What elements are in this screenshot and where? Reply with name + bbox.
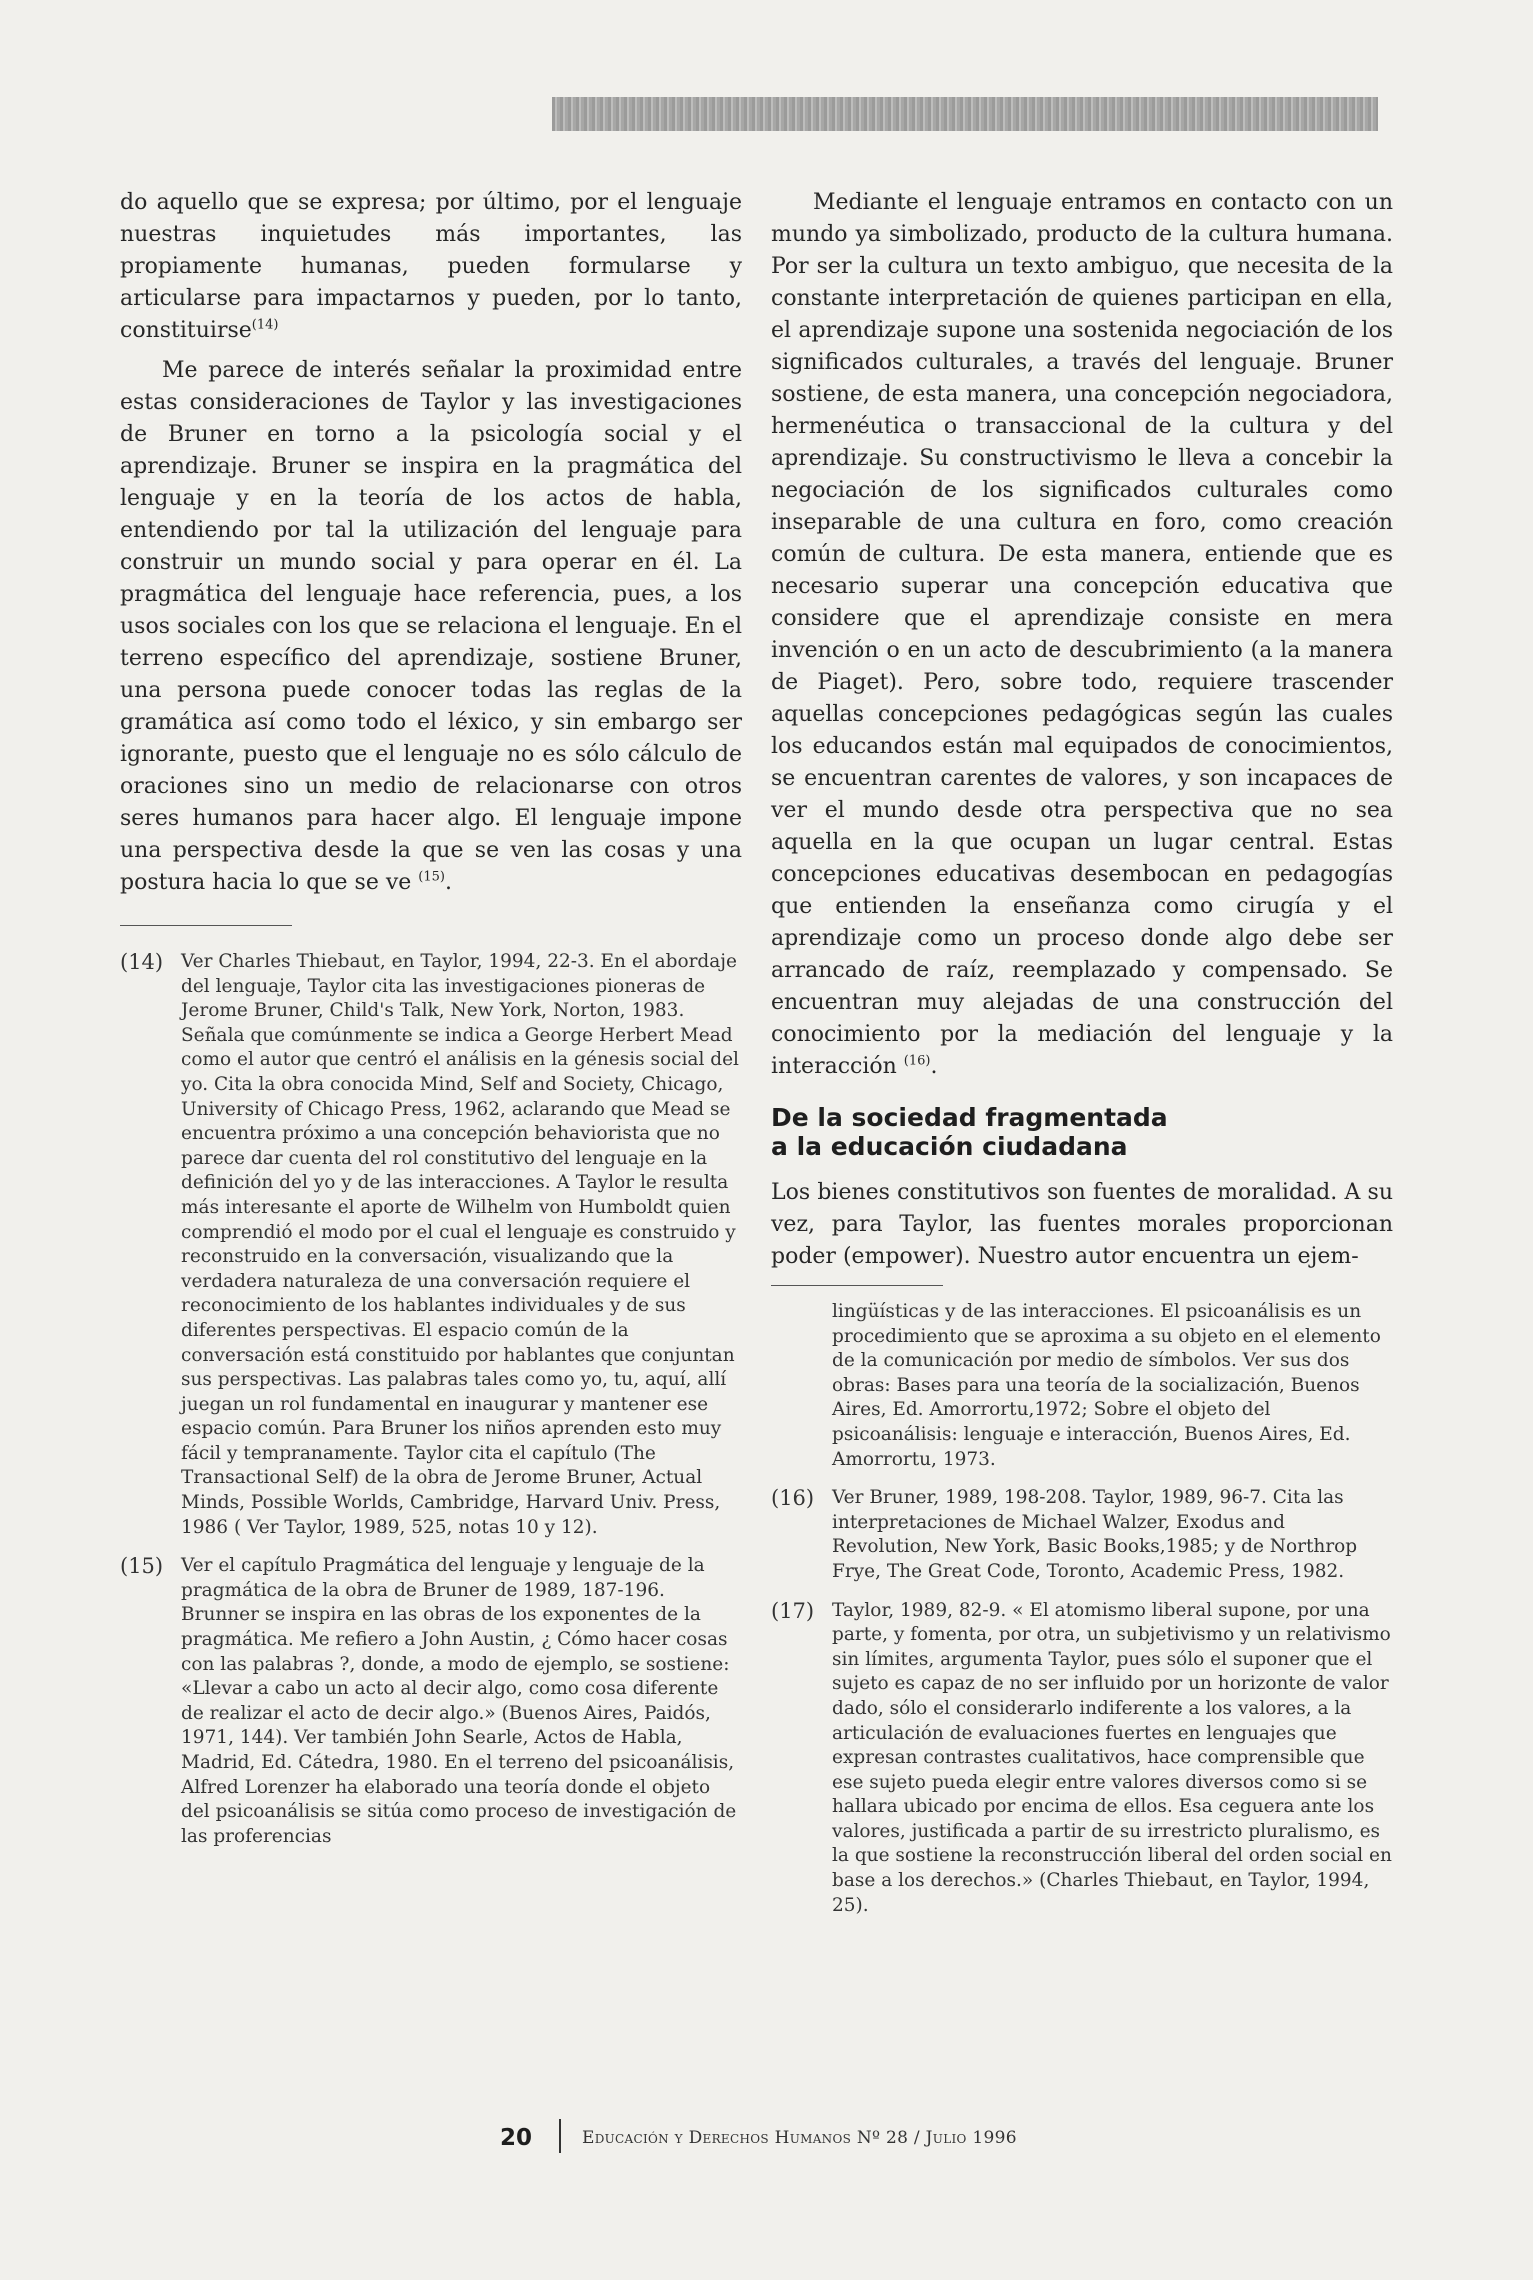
footnote-text: Taylor, 1989, 82-9. « El atomismo liberal supone, por una parte, y fomenta, por otra, un subjetivismo y un relativismo sin límites, argumenta Taylor, pues sólo el suponer que el sujeto es capaz de no ser influido por un horizonte de valor dado, sólo el considerarlo indiferente a los valores, a la articulación de evaluaciones fuertes en lenguajes que expresan contrastes cualitativos, hace comprensible que ese sujeto pueda elegir entre valores diversos como si se hallara ubicado por encima de ellos. Esa ceguera ante los valores, justificada a partir de su irrestricto pluralismo, es la que sostiene la reconstrucción liberal del orden social en base a los derechos.» (Charles Thiebaut, en Taylor, 1994, 25). <box>832 1599 1392 1916</box>
body-paragraph: Mediante el lenguaje entramos en contacto con un mundo ya simbolizado, producto de la cultura humana. Por ser la cultura un texto ambiguo, que necesita de la constante interpretación de quienes participan en ella, el aprendizaje supone una sostenida negociación de los significados culturales, a través del lenguaje. Bruner sostiene, de esta manera, una concepción negociadora, hermenéutica o transaccional de la cultura y del aprendizaje. Su constructivismo le lleva a concebir la negociación de los significados culturales como inseparable de una cultura en foro, como creación común de cultura. De esta manera, entiende que es necesario superar una concepción educativa que considere que el aprendizaje consiste en mera invención o en un acto de descubrimiento (a la manera de Piaget). Pero, sobre todo, requiere trascender aquellas concepciones pedagógicas según las cuales los educandos están mal equipados de conocimientos, se encuentran carentes de valores, y son incapaces de ver el mundo desde otra perspectiva que no sea aquella en la que ocupan un lugar central. Estas concepciones educativas desembocan en pedagogías que entienden la enseñanza como cirugía y el aprendizaje como un proceso donde algo debe ser arrancado de raíz, reemplazado y compensado. Se encuentran muy alejadas de una construcción del conocimiento por la mediación del lenguaje y la interacción $^{(16)}$. <box>771 190 1393 1079</box>
journal-title: Educación y Derechos Humanos Nº 28 / Julio 1996 <box>582 2128 1017 2148</box>
left-column <box>120 187 742 1849</box>
footnote-divider <box>120 925 292 926</box>
footnote-text: Ver Bruner, 1989, 198-208. Taylor, 1989, 96-7. Cita las interpretaciones de Michael Walzer, Exodus and Revolution, New York, Basic Books,1985; y de Northrop Frye, The Great Code, Toronto, Academic Press, 1982. <box>832 1487 1358 1582</box>
footnote-ref-14[interactable]: (14) <box>251 317 279 333</box>
section-heading-line: a la educación ciudadana <box>771 1132 1128 1161</box>
footnote-14 <box>120 950 742 1540</box>
footnote-16 <box>771 1486 1393 1584</box>
footnote-number: (16) <box>771 1486 815 1511</box>
header-decorative-band <box>552 97 1378 131</box>
footnote-number: (15) <box>120 1554 164 1579</box>
footnote-text: Ver el capítulo Pragmática del lenguaje y lenguaje de la pragmática de la obra de Bruner de 1989, 187-196. Brunner se inspira en las obras de los exponentes de la pragmática. Me refiero a John Austin, ¿ Cómo hacer cosas con las palabras ?, donde, a modo de ejemplo, se sostiene: «Llevar a cabo un acto al decir algo, como cosa diferente de realizar el acto de decir algo.» (Buenos Aires, Paidós, 1971, 144). Ver también John Searle, Actos de Habla, Madrid, Ed. Cátedra, 1980. En el terreno del psicoanálisis, Alfred Lorenzer ha elaborado una teoría donde el objeto del psicoanálisis se sitúa como proceso de investigación de las proferencias <box>181 1555 737 1847</box>
right-column <box>771 187 1393 1918</box>
footnote-15 <box>120 1554 742 1849</box>
footnote-text: Ver Charles Thiebaut, en Taylor, 1994, 22-3. En el abordaje del lenguaje, Taylor cita las investigaciones pioneras de Jerome Bruner, Child's Talk, New York, Norton, 1983. Señala que comúnmente se indica a George Herbert Mead como el autor que centró el análisis en la génesis social del yo. Cita la obra conocida Mind, Self and Society, Chicago, University of Chicago Press, 1962, aclarando que Mead se encuentra próximo a una concepción behaviorista que no parece dar cuenta del rol constitutivo del lenguaje en la definición del yo y de las interacciones. A Taylor le resulta más interesante el aporte de Wilhelm von Humboldt quien comprendió el modo por el cual el lenguaje es construido y reconstruido en la conversación, visualizando que la verdadera naturaleza de una conversación requiere el reconocimiento de los hablantes individuales y de sus diferentes perspectivas. El espacio común de la conversación está constituido por hablantes que conjuntan sus perspectivas. Las palabras tales como yo, tu, aquí, allí juegan un rol fundamental en inaugurar y mantener ese espacio común. Para Bruner los niños aprenden esto muy fácil y tempranamente. Taylor cita el capítulo (The Transactional Self) de la obra de Jerome Bruner, Actual Minds, Possible Worlds, Cambridge, Harvard Univ. Press, 1986 ( Ver Taylor, 1989, 525, notas 10 y 12). <box>181 951 739 1538</box>
footnote-number: (14) <box>120 950 164 974</box>
paragraph-text: Me parece de interés señalar la proximidad entre estas consideraciones de Taylor y las investigaciones de Bruner en torno a la psicología social y el aprendizaje. Bruner se inspira en la pragmática del lenguaje y en la teoría de los actos de habla, entendiendo por tal la utilización del lenguaje para construir un mundo social y para operar en él. La pragmática del lenguaje hace referencia, pues, a los usos sociales con los que se relaciona el lenguaje. En el terreno específico del aprendizaje, sostiene Bruner, una persona puede conocer todas las reglas de la gramática así como todo el léxico, y sin embargo ser ignorante, puesto que el lenguaje no es sólo cálculo de oraciones sino un medio de relacionarse con otros seres humanos para hacer algo. El lenguaje impone una perspectiva desde la que se ven las cosas y una postura hacia lo que se ve <box>120 358 742 895</box>
body-paragraph <box>120 187 742 347</box>
footer-divider <box>559 2119 561 2153</box>
page-footer <box>0 2119 1533 2159</box>
section-heading <box>771 1103 1393 1161</box>
footnote-15-continuation: lingüísticas y de las interacciones. El psicoanálisis es un procedimiento que se aproxima a su objeto en el elemento de la comunicación por medio de símbolos. Ver sus dos obras: Bases para una teoría de la socialización, Buenos Aires, Ed. Amorrortu,1972; Sobre el objeto del psicoanálisis: lenguaje e interacción, Buenos Aires, Ed. Amorrortu, 1973. <box>832 1301 1381 1470</box>
body-paragraph: Los bienes constitutivos son fuentes de moralidad. A su vez, para Taylor, las fuentes morales proporcionan poder (empower). Nuestro autor encuentra un ejem- <box>771 1180 1393 1269</box>
footnote-divider <box>771 1285 943 1286</box>
paragraph-text: Mediante el lenguaje entramos en contacto con un mundo ya simbolizado, producto de la cultura humana. Por ser la cultura un texto ambiguo, que necesita de la constante interpretación de quienes participan en ella, el aprendizaje supone una sostenida negociación de los significados culturales, a través del lenguaje. Bruner sostiene, de esta manera, una concepción negociadora, hermenéutica o transaccional de la cultura y del aprendizaje. Su constructivismo le lleva a concebir la negociación de los significados culturales como inseparable de una cultura en foro, como creación común de cultura. De esta manera, entiende que es necesario superar una concepción educativa que considere que el aprendizaje consiste en mera invención o en un acto de descubrimiento (a la manera de Piaget). Pero, sobre todo, requiere trascender aquellas concepciones pedagógicas según las cuales los educandos están mal equipados de conocimientos, se encuentran carentes de valores, y son incapaces de ver el mundo desde otra perspectiva que no sea aquella en la que ocupan un lugar central. Estas concepciones educativas desembocan en pedagogías que entienden la enseñanza como cirugía y el aprendizaje como un proceso donde algo debe ser arrancado de raíz, reemplazado y compensado. Se encuentran muy alejadas de una construcción del conocimiento por la mediación del lenguaje y la interacción <box>771 190 1393 1079</box>
footnote-ref-15[interactable]: (15) <box>418 869 445 885</box>
footnote-number: (17) <box>771 1598 815 1623</box>
footnote-ref-16[interactable]: (16) <box>903 1053 931 1069</box>
page-number: 20 <box>500 2125 533 2151</box>
paragraph-text: do aquello que se expresa; por último, por el lenguaje nuestras inquietudes más importantes, las propiamente humanas, pueden formularse y articularse para impactarnos y pueden, por lo tanto, constituirse <box>120 190 742 343</box>
body-paragraph: Me parece de interés señalar la proximidad entre estas consideraciones de Taylor y las investigaciones de Bruner en torno a la psicología social y el aprendizaje. Bruner se inspira en la pragmática del lenguaje y en la teoría de los actos de habla, entendiendo por tal la utilización del lenguaje para construir un mundo social y para operar en él. La pragmática del lenguaje hace referencia, pues, a los usos sociales con los que se relaciona el lenguaje. En el terreno específico del aprendizaje, sostiene Bruner, una persona puede conocer todas las reglas de la gramática así como todo el léxico, y sin embargo ser ignorante, puesto que el lenguaje no es sólo cálculo de oraciones sino un medio de relacionarse con otros seres humanos para hacer algo. El lenguaje impone una perspectiva desde la que se ven las cosas y una postura hacia lo que se ve $^{(15)}$. <box>120 358 742 895</box>
footnote-17 <box>771 1599 1393 1919</box>
section-heading-line: De la sociedad fragmentada <box>771 1103 1168 1132</box>
